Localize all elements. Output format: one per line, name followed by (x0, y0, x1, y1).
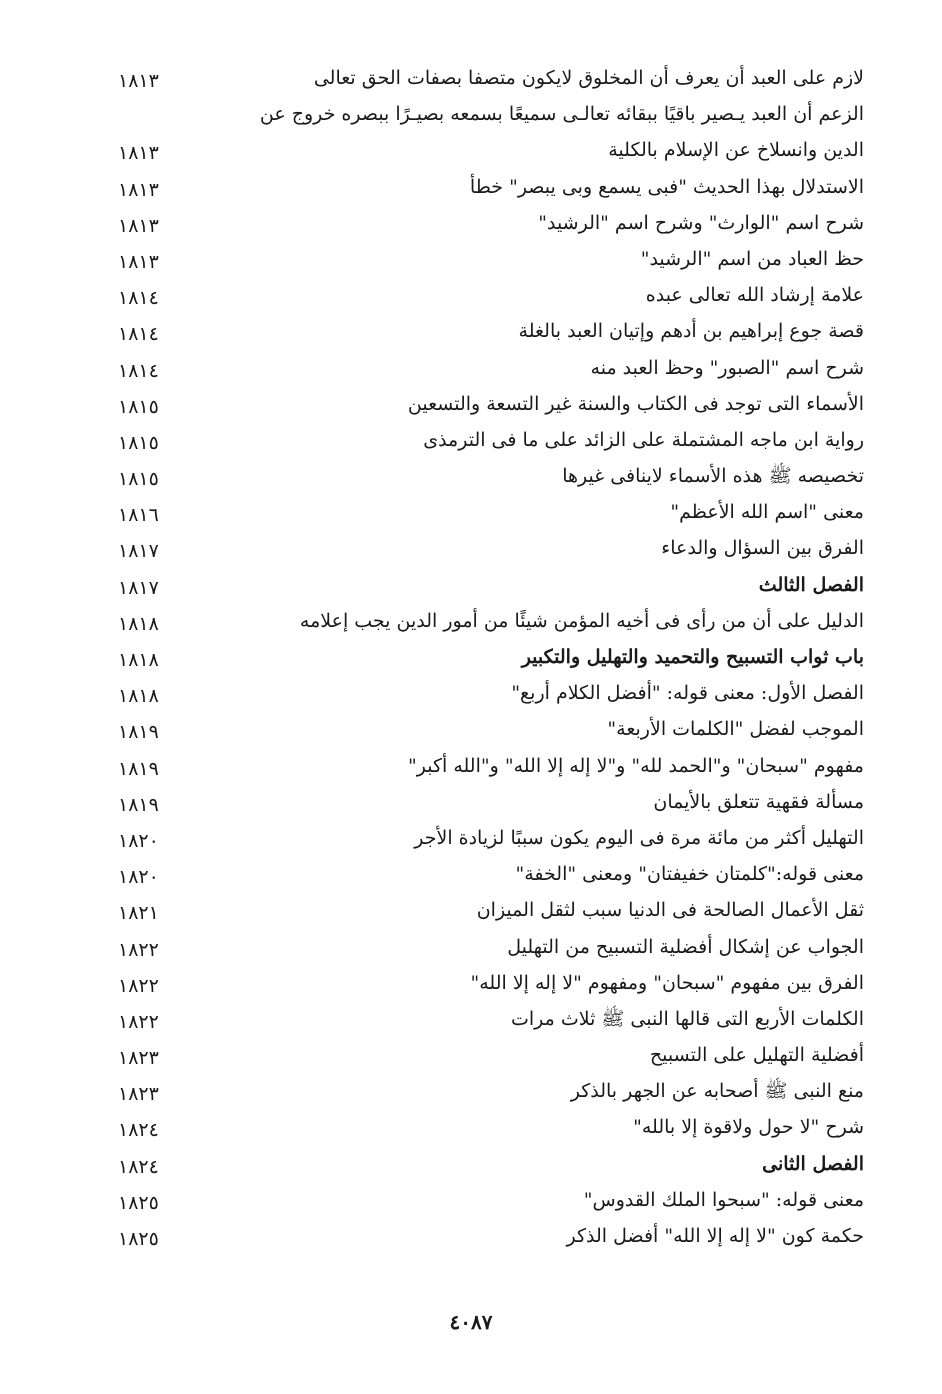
toc-row (100, 822, 870, 858)
toc-row (100, 1111, 870, 1147)
toc-entry-text: تخصيصه ﷺ هذه الأسماء لاينافى غيرها (562, 465, 864, 488)
toc-row (100, 1039, 870, 1075)
toc-row (100, 750, 870, 786)
toc-page-number: ١٨١٩ (118, 793, 159, 816)
toc-row (100, 424, 870, 460)
toc-row (100, 894, 870, 930)
toc-entry-text: الفرق بين مفهوم "سبحان" ومفهوم "لا إله إلا الله" (470, 971, 864, 994)
toc-row (100, 134, 870, 170)
toc-row (100, 786, 870, 822)
table-of-contents (100, 62, 870, 1256)
toc-page-number: ١٨٢٢ (118, 938, 159, 961)
toc-entry-text: الدليل على أن من رأى فى أخيه المؤمن شيئًا من أمور الدين يجب إعلامه (299, 609, 864, 632)
toc-page-number: ١٨١٥ (118, 395, 159, 418)
toc-page-number: ١٨١٥ (118, 468, 159, 491)
toc-row (100, 858, 870, 894)
toc-row (100, 605, 870, 641)
toc-row (100, 1220, 870, 1256)
toc-entry-text: أفضلية التهليل على التسبيح (649, 1044, 864, 1067)
toc-page-number: ١٨١٣ (118, 142, 159, 165)
toc-entry-text: علامة إرشاد الله تعالى عبده (645, 284, 864, 307)
toc-entry-text: التهليل أكثر من مائة مرة فى اليوم يكون سببًا لزيادة الأجر (414, 826, 864, 849)
toc-row (100, 641, 870, 677)
toc-page-number: ١٨١٤ (118, 287, 159, 310)
section-heading: الفصل الثانى (762, 1152, 864, 1175)
toc-entry-text: لازم على العبد أن يعرف أن المخلوق لايكون متصفا بصفات الحق تعالى (313, 67, 864, 89)
toc-row (100, 532, 870, 568)
section-heading: الفصل الثالث (758, 573, 864, 596)
toc-page-number: ١٨١٤ (118, 359, 159, 382)
toc-entry-text: شرح "لا حول ولاقوة إلا بالله" (633, 1116, 864, 1139)
toc-row (100, 496, 870, 532)
toc-page-number: ١٨٢١ (118, 902, 159, 925)
page-number: ٤٠٨٧ (449, 1310, 493, 1334)
toc-entry-text: معنى "اسم الله الأعظم" (670, 501, 864, 524)
toc-page-number: ١٨٢٤ (118, 1119, 159, 1142)
toc-entry-text: الجواب عن إشكال أفضلية التسبيح من التهليل (507, 935, 864, 958)
toc-entry-text: الفرق بين السؤال والدعاء (661, 537, 864, 560)
toc-entry-text: معنى قوله:"كلمتان خفيفتان" ومعنى "الخفة" (515, 863, 864, 886)
toc-page-number: ١٨١٧ (118, 540, 159, 563)
toc-row (100, 460, 870, 496)
toc-entry-text: معنى قوله: "سبحوا الملك القدوس" (583, 1188, 864, 1211)
toc-entry-text: الفصل الأول: معنى قوله: "أفضل الكلام أربع" (511, 682, 864, 705)
toc-entry-text: الدين وانسلاخ عن الإسلام بالكلية (608, 139, 864, 162)
toc-entry-text: الاستدلال بهذا الحديث "فبى يسمع وبى يبصر" خطأ (469, 175, 864, 198)
toc-entry-text: منع النبى ﷺ أصحابه عن الجهر بالذكر (570, 1080, 864, 1103)
toc-entry-text: حظ العباد من اسم "الرشيد" (640, 247, 864, 270)
toc-page-number: ١٨١٩ (118, 757, 159, 780)
toc-entry-text: رواية ابن ماجه المشتملة على الزائد على ما فى الترمذى (423, 428, 864, 451)
toc-page-number: ١٨١٩ (118, 721, 159, 744)
toc-page-number: ١٨١٣ (118, 70, 159, 92)
toc-entry-text: شرح اسم "الوارث" وشرح اسم "الرشيد" (538, 211, 864, 234)
toc-page-number: ١٨٢٣ (118, 1083, 159, 1106)
toc-page-number: ١٨١٨ (118, 649, 159, 671)
toc-row (100, 98, 870, 134)
toc-entry-text: قصة جوع إبراهيم بن أدهم وإتيان العبد بالغلة (518, 320, 864, 343)
toc-row (100, 207, 870, 243)
toc-row (100, 677, 870, 713)
toc-row (100, 569, 870, 605)
toc-entry-text: ثقل الأعمال الصالحة فى الدنيا سبب لثقل الميزان (476, 899, 864, 922)
toc-page-number: ١٨٢٢ (118, 1010, 159, 1033)
toc-page-number: ١٨١٨ (118, 685, 159, 708)
toc-page-number: ١٨١٨ (118, 612, 159, 635)
toc-row (100, 931, 870, 967)
toc-row (100, 315, 870, 351)
toc-entry-text: حكمة كون "لا إله إلا الله" أفضل الذكر (566, 1225, 864, 1247)
toc-row (100, 713, 870, 749)
toc-page-number: ١٨٢٥ (118, 1228, 159, 1250)
toc-entry-text: الموجب لفضل "الكلمات الأربعة" (607, 718, 864, 741)
toc-entry-text: الأسماء التى توجد فى الكتاب والسنة غير التسعة والتسعين (407, 392, 864, 415)
toc-page-number: ١٨٢٣ (118, 1047, 159, 1070)
toc-page-number: ١٨١٥ (118, 431, 159, 454)
toc-page-number: ١٨١٤ (118, 323, 159, 346)
section-heading: باب ثواب التسبيح والتحميد والتهليل والتكبير (521, 646, 864, 668)
toc-row (100, 243, 870, 279)
toc-row (100, 171, 870, 207)
toc-row (100, 1003, 870, 1039)
toc-row (100, 967, 870, 1003)
toc-row (100, 279, 870, 315)
toc-page-number: ١٨٢٢ (118, 974, 159, 997)
toc-entry-text: الزعم أن العبد يـصير باقيًا ببقائه تعالـى سميعًا بسمعه بصيـرًا ببصره خروج عن (259, 103, 864, 126)
toc-row (100, 352, 870, 388)
toc-page-number: ١٨١٦ (118, 504, 159, 527)
toc-page-number: ١٨١٧ (118, 576, 159, 599)
toc-entry-text: مسألة فقهية تتعلق بالأيمان (653, 790, 864, 813)
toc-page-number: ١٨٢٤ (118, 1155, 159, 1178)
toc-row (100, 62, 870, 98)
toc-entry-text: شرح اسم "الصبور" وحظ العبد منه (590, 356, 864, 379)
toc-entry-text: مفهوم "سبحان" و"الحمد لله" و"لا إله إلا الله" و"الله أكبر" (408, 754, 864, 777)
toc-row (100, 388, 870, 424)
toc-row (100, 1075, 870, 1111)
toc-page-number: ١٨١٣ (118, 250, 159, 273)
toc-row (100, 1148, 870, 1184)
toc-page-number: ١٨١٣ (118, 214, 159, 237)
toc-row (100, 1184, 870, 1220)
toc-entry-text: الكلمات الأربع التى قالها النبى ﷺ ثلاث مرات (511, 1007, 864, 1030)
toc-page-number: ١٨١٣ (118, 178, 159, 201)
toc-page-number: ١٨٢٠ (118, 829, 159, 852)
toc-page-number: ١٨٢٥ (118, 1191, 159, 1214)
toc-page-number: ١٨٢٠ (118, 866, 159, 889)
